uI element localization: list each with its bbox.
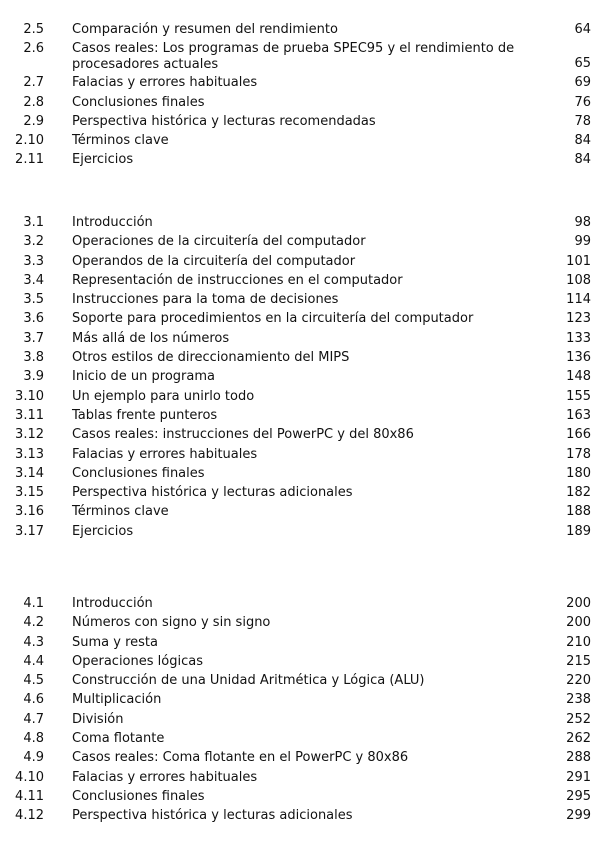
toc-entry-number: 4.5 xyxy=(23,673,44,689)
toc-entry-page: 182 xyxy=(566,485,591,501)
toc-entry-number: 3.16 xyxy=(15,504,44,520)
toc-entry-number: 3.13 xyxy=(15,446,44,462)
toc-entry-number: 4.7 xyxy=(23,711,44,727)
toc-entry-number: 2.9 xyxy=(23,113,44,129)
toc-entry xyxy=(0,348,600,367)
toc-entry-title: Falacias y errores habituales xyxy=(72,769,258,785)
toc-entry-number: 4.3 xyxy=(23,634,44,650)
toc-entry-number: 4.6 xyxy=(23,692,44,708)
toc-entry xyxy=(0,271,600,290)
toc-entry-page: 76 xyxy=(574,94,591,110)
toc-entry-number: 4.1 xyxy=(23,596,44,611)
toc-entry-page: 178 xyxy=(566,446,591,462)
toc-entry-title: Operaciones de la circuitería del computador xyxy=(72,234,366,250)
toc-entry-title: Soporte para procedimientos en la circuitería del computador xyxy=(72,311,474,327)
toc-entry xyxy=(0,522,600,541)
toc-entry-page: 200 xyxy=(566,615,591,631)
toc-entry-number: 2.7 xyxy=(23,75,44,91)
toc-entry xyxy=(0,483,600,502)
toc-entry-title: Multiplicación xyxy=(72,692,162,708)
toc-entry-page: 180 xyxy=(566,465,591,481)
toc-section-chapter-4 xyxy=(0,594,600,826)
toc-entry xyxy=(0,329,600,348)
toc-entry-title: Perspectiva histórica y lecturas adicionales xyxy=(72,485,353,501)
toc-entry xyxy=(0,671,600,690)
toc-entry xyxy=(0,290,600,309)
toc-entry xyxy=(0,806,600,825)
toc-entry-page: 238 xyxy=(566,692,591,708)
toc-entry-title: Conclusiones finales xyxy=(72,788,205,804)
toc-entry xyxy=(0,387,600,406)
toc-entry-number: 3.6 xyxy=(23,311,44,327)
toc-entry-page: 299 xyxy=(566,808,591,824)
toc-entry-number: 3.14 xyxy=(15,465,44,481)
toc-entry xyxy=(0,613,600,632)
toc-entry-title: Inicio de un programa xyxy=(72,369,215,385)
toc-entry-title: Perspectiva histórica y lecturas adicionales xyxy=(72,808,353,824)
toc-entry-title: Más allá de los números xyxy=(72,330,230,346)
toc-entry xyxy=(0,729,600,748)
toc-entry-title: Construcción de una Unidad Aritmética y Lógica (ALU) xyxy=(72,673,425,689)
toc-entry-title: Casos reales: Los programas de prueba SPEC95 y el rendimiento de procesadores actuales xyxy=(72,41,515,72)
toc-entry-page: 189 xyxy=(566,523,591,539)
toc-entry-number: 3.15 xyxy=(15,485,44,501)
toc-entry-page: 220 xyxy=(566,673,591,689)
toc-entry-title: Ejercicios xyxy=(72,152,134,168)
toc-entry-page: 69 xyxy=(574,75,591,91)
toc-entry-page: 200 xyxy=(566,596,591,611)
toc-entry xyxy=(0,690,600,709)
toc-entry-page: 84 xyxy=(574,133,591,149)
toc-entry xyxy=(0,502,600,521)
toc-entry xyxy=(0,150,600,169)
toc-entry-page: 148 xyxy=(566,369,591,385)
toc-entry-page: 64 xyxy=(574,22,591,37)
toc-entry-title: Introducción xyxy=(72,215,153,230)
toc-entry-page: 262 xyxy=(566,731,591,747)
toc-entry-title: Conclusiones finales xyxy=(72,94,205,110)
toc-entry-page: 98 xyxy=(574,215,591,230)
toc-entry-page: 101 xyxy=(566,253,591,269)
toc-entry-number: 4.8 xyxy=(23,731,44,747)
toc-entry xyxy=(0,93,600,112)
toc-entry-title: Términos clave xyxy=(72,504,169,520)
toc-entry xyxy=(0,367,600,386)
toc-entry-title: Operaciones lógicas xyxy=(72,653,203,669)
toc-entry-title: Conclusiones finales xyxy=(72,465,205,481)
toc-entry-number: 3.17 xyxy=(15,523,44,539)
toc-entry-number: 4.10 xyxy=(15,769,44,785)
toc-entry-number: 2.11 xyxy=(15,152,44,168)
toc-entry-page: 99 xyxy=(574,234,591,250)
toc-entry-title: Representación de instrucciones en el computador xyxy=(72,272,403,288)
toc-entry-title: Coma flotante xyxy=(72,731,165,747)
toc-entry-title: Términos clave xyxy=(72,133,169,149)
toc-entry xyxy=(0,73,600,92)
toc-entry-page: 136 xyxy=(566,350,591,366)
toc-entry-page: 215 xyxy=(566,653,591,669)
toc-entry-page: 155 xyxy=(566,388,591,404)
toc-entry-page: 84 xyxy=(574,152,591,168)
toc-entry-title: Un ejemplo para unirlo todo xyxy=(72,388,255,404)
toc-entry-title: Casos reales: Coma flotante en el PowerPC y 80x86 xyxy=(72,750,409,766)
toc-entry xyxy=(0,787,600,806)
toc-entry-number: 3.8 xyxy=(23,350,44,366)
toc-entry xyxy=(0,39,600,73)
toc-entry-title: Introducción xyxy=(72,596,153,611)
toc-entry xyxy=(0,445,600,464)
toc-entry xyxy=(0,768,600,787)
toc-entry-title: Falacias y errores habituales xyxy=(72,446,258,462)
toc-entry-number: 2.6 xyxy=(23,41,44,57)
toc-section-chapter-2 xyxy=(0,20,600,170)
toc-entry-number: 4.4 xyxy=(23,653,44,669)
toc-entry-title: Casos reales: instrucciones del PowerPC y del 80x86 xyxy=(72,427,414,443)
toc-entry-number: 3.3 xyxy=(23,253,44,269)
toc-entry-page: 288 xyxy=(566,750,591,766)
toc-entry-number: 2.5 xyxy=(23,22,44,37)
toc-entry-page: 78 xyxy=(574,113,591,129)
toc-entry-number: 3.7 xyxy=(23,330,44,346)
toc-entry-page: 210 xyxy=(566,634,591,650)
toc-entry xyxy=(0,20,600,39)
toc-entry xyxy=(0,633,600,652)
toc-entry-number: 4.9 xyxy=(23,750,44,766)
toc-entry xyxy=(0,131,600,150)
toc-entry xyxy=(0,406,600,425)
toc-entry-number: 3.10 xyxy=(15,388,44,404)
toc-entry-title: Otros estilos de direccionamiento del MIPS xyxy=(72,350,350,366)
toc-entry xyxy=(0,112,600,131)
toc-entry-title: Instrucciones para la toma de decisiones xyxy=(72,292,339,308)
toc-entry-title: Falacias y errores habituales xyxy=(72,75,258,91)
toc-entry xyxy=(0,710,600,729)
toc-entry-title: Operandos de la circuitería del computador xyxy=(72,253,356,269)
toc-entry-number: 3.4 xyxy=(23,272,44,288)
toc-entry-number: 3.1 xyxy=(23,215,44,230)
toc-entry-title: División xyxy=(72,711,124,727)
toc-entry xyxy=(0,652,600,671)
toc-entry-title: Números con signo y sin signo xyxy=(72,615,271,631)
toc-entry-page: 65 xyxy=(574,56,591,72)
toc-entry-page: 163 xyxy=(566,407,591,423)
toc-entry xyxy=(0,425,600,444)
toc-entry-number: 4.2 xyxy=(23,615,44,631)
toc-entry-page: 133 xyxy=(566,330,591,346)
toc-entry-title: Ejercicios xyxy=(72,523,134,539)
toc-entry-title: Suma y resta xyxy=(72,634,158,650)
toc-entry-page: 123 xyxy=(566,311,591,327)
toc-entry-number: 2.8 xyxy=(23,94,44,110)
toc-entry xyxy=(0,748,600,767)
toc-entry-number: 3.2 xyxy=(23,234,44,250)
toc-entry-number: 2.10 xyxy=(15,133,44,149)
toc-entry-number: 3.5 xyxy=(23,292,44,308)
toc-entry xyxy=(0,213,600,232)
toc-section-chapter-3 xyxy=(0,213,600,541)
toc-entry-page: 291 xyxy=(566,769,591,785)
toc-entry-title: Perspectiva histórica y lecturas recomendadas xyxy=(72,113,376,129)
toc-entry-number: 4.11 xyxy=(15,788,44,804)
toc-entry xyxy=(0,464,600,483)
toc-entry-page: 166 xyxy=(566,427,591,443)
toc-entry-number: 3.12 xyxy=(15,427,44,443)
toc-entry-page: 188 xyxy=(566,504,591,520)
toc-entry-title: Tablas frente punteros xyxy=(72,407,218,423)
toc-entry xyxy=(0,252,600,271)
toc-entry-page: 252 xyxy=(566,711,591,727)
toc-entry-page: 295 xyxy=(566,788,591,804)
toc-entry xyxy=(0,232,600,251)
toc-entry-title: Comparación y resumen del rendimiento xyxy=(72,22,338,37)
toc-entry-number: 3.9 xyxy=(23,369,44,385)
toc-entry-number: 4.12 xyxy=(15,808,44,824)
toc-entry-number: 3.11 xyxy=(15,407,44,423)
toc-entry-page: 108 xyxy=(566,272,591,288)
toc-entry xyxy=(0,594,600,613)
toc-entry-page: 114 xyxy=(566,292,591,308)
toc-entry xyxy=(0,309,600,328)
